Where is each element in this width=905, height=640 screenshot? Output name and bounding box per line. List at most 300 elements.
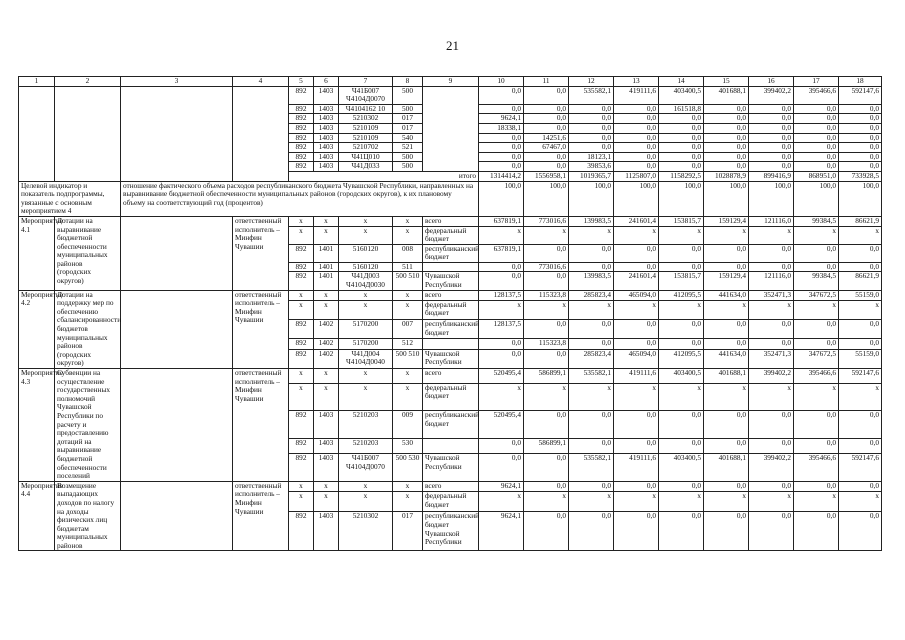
responsible-executor: ответственный исполнитель – Минфин Чувашии <box>233 369 289 482</box>
value-cell: 139983,5 <box>569 272 614 290</box>
measure-description: Дотации на поддержку мер по обеспечению сбалансированности бюджетов муниципальных районов (городских округов) <box>55 290 121 368</box>
value-cell: 401688,1 <box>704 86 749 104</box>
target-article-code: x <box>339 226 393 244</box>
value-cell: x <box>749 383 794 411</box>
value-cell: 0,0 <box>479 133 524 143</box>
value-cell: 0,0 <box>749 512 794 551</box>
value-cell: 161518,8 <box>659 104 704 114</box>
value-cell: 0,0 <box>839 143 882 153</box>
value-cell: 0,0 <box>794 481 839 492</box>
total-label: итого <box>289 171 479 181</box>
value-cell: 0,0 <box>749 320 794 339</box>
grbs-code: x <box>289 481 314 492</box>
measure-title: Мероприятие 4.1 <box>19 216 55 290</box>
value-cell: 0,0 <box>749 162 794 172</box>
value-cell: 0,0 <box>569 411 614 439</box>
value-cell: 0,0 <box>524 123 569 133</box>
target-article-code: 5210203 <box>339 439 393 454</box>
value-cell: 67467,0 <box>524 143 569 153</box>
value-cell: 9624,1 <box>479 512 524 551</box>
value-cell: 0,0 <box>524 349 569 368</box>
funding-source: республиканский бюджет Чувашской Республики <box>423 512 479 551</box>
grbs-code: 892 <box>289 512 314 551</box>
target-article-code: 5170200 <box>339 320 393 339</box>
value-cell: 128137,5 <box>479 290 524 300</box>
value-cell: x <box>749 492 794 512</box>
section-code: 1401 <box>314 272 339 290</box>
value-cell: 412095,5 <box>659 290 704 300</box>
value-cell: 0,0 <box>749 262 794 272</box>
value-cell: 0,0 <box>749 152 794 162</box>
expense-type-code: 008 <box>393 244 423 262</box>
value-cell: 441634,0 <box>704 349 749 368</box>
value-cell: 395466,6 <box>794 86 839 104</box>
expense-type-code: x <box>393 300 423 319</box>
expense-type-code: x <box>393 290 423 300</box>
value-cell: 0,0 <box>569 114 614 124</box>
value-cell: 0,0 <box>794 339 839 349</box>
expense-type-code: 511 <box>393 262 423 272</box>
value-cell: 159129,4 <box>704 216 749 226</box>
value-cell: 0,0 <box>659 133 704 143</box>
target-article-code: Ч41Б007 Ч4104Д0070 <box>339 453 393 481</box>
value-cell: 0,0 <box>704 162 749 172</box>
funding-source <box>423 339 479 349</box>
target-article-code: x <box>339 369 393 384</box>
value-cell: x <box>704 300 749 319</box>
expense-type-code: 500 <box>393 104 423 114</box>
value-cell: 0,0 <box>569 123 614 133</box>
value-cell: 0,0 <box>614 114 659 124</box>
value-cell: 0,0 <box>839 320 882 339</box>
value-cell: x <box>479 492 524 512</box>
value-cell: 0,0 <box>479 439 524 454</box>
indicator-text: отношение фактического объема расходов республиканского бюджета Чувашской Республики, направленных на выравнивание бюджетной обеспеченности муниципальных районов (городских округов), к их плановому объему на соответствующий год (процентов) <box>121 181 479 216</box>
value-cell: 0,0 <box>659 512 704 551</box>
column-number-row <box>19 77 882 87</box>
value-cell: 0,0 <box>479 143 524 153</box>
measure-row <box>19 481 882 492</box>
value-cell: x <box>794 492 839 512</box>
value-cell: 0,0 <box>524 244 569 262</box>
funding-source: республиканский бюджет <box>423 411 479 439</box>
value-cell: 0,0 <box>569 512 614 551</box>
value-cell: 0,0 <box>614 262 659 272</box>
value-cell: 0,0 <box>794 439 839 454</box>
value-cell: 395466,6 <box>794 369 839 384</box>
section-code: x <box>314 300 339 319</box>
column-number: 15 <box>704 77 749 87</box>
total-value: 1019365,7 <box>569 171 614 181</box>
value-cell: 773016,6 <box>524 262 569 272</box>
column-number: 1 <box>19 77 55 87</box>
target-article-code: 5160120 <box>339 244 393 262</box>
target-article-code: Ч41Д004 Ч4104Д0040 <box>339 349 393 368</box>
target-article-code: Ч4104162 10 <box>339 104 393 114</box>
value-cell: 0,0 <box>749 133 794 143</box>
section-code: x <box>314 216 339 226</box>
value-cell: 9624,1 <box>479 114 524 124</box>
target-article-code: 5210109 <box>339 133 393 143</box>
total-value: 733928,5 <box>839 171 882 181</box>
empty-cell <box>233 86 289 181</box>
funding-source: федеральный бюджет <box>423 300 479 319</box>
value-cell: 0,0 <box>479 104 524 114</box>
section-code: 1403 <box>314 411 339 439</box>
value-cell: x <box>659 226 704 244</box>
total-value: 899416,9 <box>749 171 794 181</box>
expense-type-code: 500 510 <box>393 272 423 290</box>
grbs-code: x <box>289 300 314 319</box>
value-cell: 592147,6 <box>839 86 882 104</box>
expense-type-code: x <box>393 216 423 226</box>
indicator-row <box>19 181 882 216</box>
value-cell: 0,0 <box>749 104 794 114</box>
grbs-code: x <box>289 492 314 512</box>
expense-type-code: 007 <box>393 320 423 339</box>
column-number: 4 <box>233 77 289 87</box>
funding-source: республиканский бюджет <box>423 320 479 339</box>
target-article-code: 5210702 <box>339 143 393 153</box>
value-cell: 0,0 <box>659 439 704 454</box>
section-code: x <box>314 481 339 492</box>
indicator-value: 100,0 <box>704 181 749 216</box>
value-cell: 0,0 <box>614 339 659 349</box>
value-cell: 0,0 <box>614 123 659 133</box>
section-code: 1403 <box>314 512 339 551</box>
value-cell: 0,0 <box>794 143 839 153</box>
empty-cell <box>121 86 233 181</box>
column-number: 14 <box>659 77 704 87</box>
value-cell: 121116,0 <box>749 272 794 290</box>
target-article-code: 5170200 <box>339 339 393 349</box>
grbs-code: x <box>289 383 314 411</box>
funding-source: федеральный бюджет <box>423 383 479 411</box>
column-number: 5 <box>289 77 314 87</box>
value-cell: 403400,5 <box>659 86 704 104</box>
value-cell: 401688,1 <box>704 369 749 384</box>
value-cell: 592147,6 <box>839 369 882 384</box>
empty-cell <box>19 86 55 181</box>
grbs-code: 892 <box>289 272 314 290</box>
value-cell: 0,0 <box>794 162 839 172</box>
value-cell: 399402,2 <box>749 369 794 384</box>
target-article-code: Ч41Б007 Ч4104Д0070 <box>339 86 393 104</box>
value-cell: 520495,4 <box>479 411 524 439</box>
expense-type-code: 017 <box>393 123 423 133</box>
value-cell: x <box>569 226 614 244</box>
budget-table <box>18 76 882 551</box>
indicator-value: 100,0 <box>749 181 794 216</box>
value-cell: 0,0 <box>794 262 839 272</box>
section-code: 1403 <box>314 123 339 133</box>
funding-source: республиканский бюджет <box>423 244 479 262</box>
value-cell: 0,0 <box>839 411 882 439</box>
value-cell: 0,0 <box>614 162 659 172</box>
value-cell: 0,0 <box>704 262 749 272</box>
value-cell: 0,0 <box>794 104 839 114</box>
value-cell: x <box>659 300 704 319</box>
value-cell: 128137,5 <box>479 320 524 339</box>
value-cell: 86621,9 <box>839 272 882 290</box>
total-value: 1158292,5 <box>659 171 704 181</box>
value-cell: 0,0 <box>839 123 882 133</box>
value-cell: 0,0 <box>524 162 569 172</box>
measure-empty <box>121 290 233 368</box>
value-cell: 241601,4 <box>614 272 659 290</box>
value-cell: 592147,6 <box>839 453 882 481</box>
value-cell: 0,0 <box>479 86 524 104</box>
column-number: 10 <box>479 77 524 87</box>
section-code: 1403 <box>314 453 339 481</box>
value-cell: 419111,6 <box>614 369 659 384</box>
total-value: 1125807,0 <box>614 171 659 181</box>
total-value: 868951,0 <box>794 171 839 181</box>
target-article-code: 5210302 <box>339 512 393 551</box>
value-cell: x <box>839 226 882 244</box>
value-cell: 535582,1 <box>569 86 614 104</box>
value-cell: x <box>839 383 882 411</box>
value-cell: 352471,3 <box>749 290 794 300</box>
value-cell: 0,0 <box>479 349 524 368</box>
value-cell: 0,0 <box>659 411 704 439</box>
value-cell: 0,0 <box>659 123 704 133</box>
value-cell: 0,0 <box>749 439 794 454</box>
grbs-code: x <box>289 226 314 244</box>
value-cell: 0,0 <box>749 339 794 349</box>
value-cell: 586899,1 <box>524 369 569 384</box>
value-cell: 535582,1 <box>569 453 614 481</box>
value-cell: 0,0 <box>839 262 882 272</box>
value-cell: 18123,1 <box>569 152 614 162</box>
value-cell: 0,0 <box>749 123 794 133</box>
measure-empty <box>121 216 233 290</box>
section-code: 1403 <box>314 143 339 153</box>
value-cell: 0,0 <box>704 439 749 454</box>
page-number: 21 <box>446 38 459 53</box>
value-cell: x <box>479 226 524 244</box>
value-cell: x <box>659 492 704 512</box>
table-row <box>19 86 882 104</box>
column-number: 9 <box>423 77 479 87</box>
indicator-label: Целевой индикатор и показатель подпрограммы, увязанные с основным мероприятием 4 <box>19 181 121 216</box>
grbs-code: 892 <box>289 114 314 124</box>
total-value: 1314414,2 <box>479 171 524 181</box>
value-cell: x <box>569 492 614 512</box>
section-code: 1402 <box>314 320 339 339</box>
value-cell: 121116,0 <box>749 216 794 226</box>
expense-type-code: 512 <box>393 339 423 349</box>
value-cell: 0,0 <box>659 320 704 339</box>
value-cell: 0,0 <box>569 143 614 153</box>
value-cell: 0,0 <box>524 453 569 481</box>
value-cell: 0,0 <box>524 481 569 492</box>
value-cell: 55159,0 <box>839 290 882 300</box>
value-cell: 352471,3 <box>749 349 794 368</box>
value-cell: x <box>839 300 882 319</box>
value-cell: 0,0 <box>479 453 524 481</box>
grbs-code: 892 <box>289 453 314 481</box>
expense-type-code: x <box>393 492 423 512</box>
responsible-executor: ответственный исполнитель – Минфин Чувашии <box>233 290 289 368</box>
section-code: 1401 <box>314 244 339 262</box>
expense-type-code: x <box>393 481 423 492</box>
section-code: 1403 <box>314 152 339 162</box>
value-cell: x <box>614 383 659 411</box>
value-cell: x <box>479 300 524 319</box>
value-cell: 0,0 <box>614 244 659 262</box>
value-cell: 637819,1 <box>479 216 524 226</box>
column-number: 2 <box>55 77 121 87</box>
grbs-code: 892 <box>289 162 314 172</box>
value-cell: 0,0 <box>749 114 794 124</box>
expense-type-code: 500 <box>393 152 423 162</box>
expense-type-code: 500 510 <box>393 349 423 368</box>
value-cell: 637819,1 <box>479 244 524 262</box>
funding-source: всего <box>423 290 479 300</box>
funding-source: Чувашской Республики <box>423 349 479 368</box>
value-cell: x <box>839 492 882 512</box>
value-cell: 159129,4 <box>704 272 749 290</box>
grbs-code: 892 <box>289 320 314 339</box>
section-code: x <box>314 226 339 244</box>
value-cell: 0,0 <box>794 114 839 124</box>
grbs-code: x <box>289 369 314 384</box>
value-cell: 153815,7 <box>659 216 704 226</box>
value-cell: 401688,1 <box>704 453 749 481</box>
value-cell: x <box>749 300 794 319</box>
value-cell: x <box>614 226 659 244</box>
value-cell: 773016,6 <box>524 216 569 226</box>
value-cell: 586899,1 <box>524 439 569 454</box>
value-cell: 0,0 <box>479 262 524 272</box>
value-cell: 0,0 <box>524 104 569 114</box>
expense-type-code: 500 530 <box>393 453 423 481</box>
value-cell: 86621,9 <box>839 216 882 226</box>
column-number: 11 <box>524 77 569 87</box>
value-cell: 0,0 <box>749 143 794 153</box>
value-cell: 241601,4 <box>614 216 659 226</box>
value-cell: 0,0 <box>839 114 882 124</box>
value-cell: x <box>569 383 614 411</box>
value-cell: 0,0 <box>839 104 882 114</box>
funding-source: всего <box>423 369 479 384</box>
value-cell: x <box>479 383 524 411</box>
value-cell: 0,0 <box>659 244 704 262</box>
target-article-code: x <box>339 216 393 226</box>
value-cell: 520495,4 <box>479 369 524 384</box>
value-cell: 0,0 <box>659 339 704 349</box>
section-code: x <box>314 369 339 384</box>
empty-cell <box>55 86 121 181</box>
section-code: 1403 <box>314 86 339 104</box>
value-cell: x <box>794 383 839 411</box>
value-cell: 441634,0 <box>704 290 749 300</box>
indicator-value: 100,0 <box>614 181 659 216</box>
value-cell: 399402,2 <box>749 453 794 481</box>
value-cell: 0,0 <box>839 152 882 162</box>
value-cell: 0,0 <box>704 320 749 339</box>
target-article-code: x <box>339 383 393 411</box>
total-value: 1028878,9 <box>704 171 749 181</box>
measure-description: Возмещение выпадающих доходов по налогу на доходы физических лиц бюджетам муниципальных районов <box>55 481 121 551</box>
value-cell: x <box>524 492 569 512</box>
value-cell: 0,0 <box>659 481 704 492</box>
value-cell: 465094,0 <box>614 290 659 300</box>
value-cell: x <box>704 226 749 244</box>
responsible-executor: ответственный исполнитель – Минфин Чувашии <box>233 216 289 290</box>
value-cell: 0,0 <box>614 481 659 492</box>
grbs-code: 892 <box>289 123 314 133</box>
grbs-code: 892 <box>289 133 314 143</box>
section-code: 1402 <box>314 339 339 349</box>
value-cell: 0,0 <box>614 512 659 551</box>
value-cell: 0,0 <box>524 152 569 162</box>
value-cell: 0,0 <box>614 320 659 339</box>
total-value: 1556958,1 <box>524 171 569 181</box>
value-cell: x <box>704 492 749 512</box>
value-cell: 0,0 <box>569 133 614 143</box>
grbs-code: 892 <box>289 104 314 114</box>
value-cell: 399402,2 <box>749 86 794 104</box>
value-cell: 285823,4 <box>569 349 614 368</box>
value-cell: 9624,1 <box>479 481 524 492</box>
expense-type-code: x <box>393 369 423 384</box>
column-number: 3 <box>121 77 233 87</box>
value-cell: 0,0 <box>569 320 614 339</box>
target-article-code: 5160120 <box>339 262 393 272</box>
expense-type-code: 500 <box>393 86 423 104</box>
funding-source: федеральный бюджет <box>423 226 479 244</box>
value-cell: 419111,6 <box>614 86 659 104</box>
value-cell: 0,0 <box>839 162 882 172</box>
target-article-code: 5210302 <box>339 114 393 124</box>
section-code: x <box>314 383 339 411</box>
value-cell: 0,0 <box>794 133 839 143</box>
value-cell: 0,0 <box>524 114 569 124</box>
grbs-code: 892 <box>289 262 314 272</box>
value-cell: 403400,5 <box>659 453 704 481</box>
funding-source <box>423 439 479 454</box>
value-cell: 0,0 <box>614 152 659 162</box>
grbs-code: 892 <box>289 339 314 349</box>
column-number: 18 <box>839 77 882 87</box>
value-cell: 0,0 <box>659 114 704 124</box>
value-cell: 0,0 <box>794 123 839 133</box>
value-cell: x <box>524 226 569 244</box>
value-cell: 0,0 <box>479 339 524 349</box>
funding-source: федеральный бюджет <box>423 492 479 512</box>
expense-type-code: 017 <box>393 114 423 124</box>
value-cell: 0,0 <box>659 143 704 153</box>
value-cell: 99384,5 <box>794 272 839 290</box>
target-article-code: x <box>339 481 393 492</box>
expense-type-code: 009 <box>393 411 423 439</box>
value-cell: 0,0 <box>839 339 882 349</box>
value-cell: 153815,7 <box>659 272 704 290</box>
section-code: 1401 <box>314 262 339 272</box>
column-number: 7 <box>339 77 393 87</box>
expense-type-code: 530 <box>393 439 423 454</box>
target-article-code: Ч41Д003 Ч4104Д0030 <box>339 272 393 290</box>
value-cell: 0,0 <box>704 104 749 114</box>
value-cell: 0,0 <box>614 439 659 454</box>
grbs-code: 892 <box>289 143 314 153</box>
value-cell: 412095,5 <box>659 349 704 368</box>
funding-source: Чувашской Республики <box>423 272 479 290</box>
value-cell: 347672,5 <box>794 349 839 368</box>
measure-title: Мероприятие 4.3 <box>19 369 55 482</box>
